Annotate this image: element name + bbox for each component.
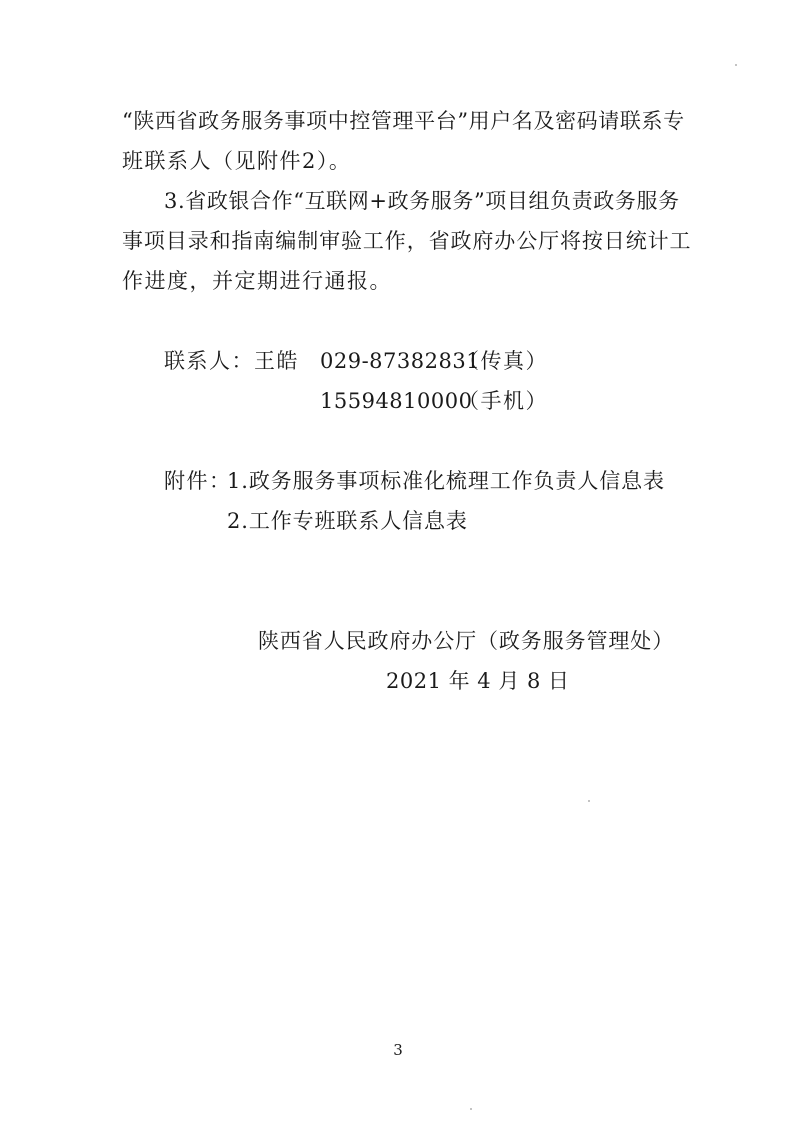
scan-speck [470, 1108, 472, 1110]
body-paragraph-2-line-3: 作进度，并定期进行通报。 [122, 269, 392, 293]
contact-phone-note: （传真） [458, 349, 548, 373]
contact-label: 联系人：王皓 [164, 349, 299, 373]
body-paragraph-1-line-1: “陕西省政务服务事项中控管理平台”用户名及密码请联系专 [122, 109, 685, 133]
attachment-item-1: 1.政务服务事项标准化梳理工作负责人信息表 [227, 469, 665, 493]
contact-mobile: 15594810000 [320, 389, 473, 413]
contact-phone: 029-87382831 [320, 349, 481, 373]
body-paragraph-2-line-2: 事项目录和指南编制审验工作，省政府办公厅将按日统计工 [122, 229, 692, 253]
body-paragraph-1-line-2: 班联系人（见附件2）。 [122, 149, 352, 173]
page-number: 3 [393, 1041, 403, 1059]
scan-speck [735, 64, 737, 66]
attachment-item-2: 2.工作专班联系人信息表 [227, 509, 468, 533]
contact-mobile-note: （手机） [458, 389, 548, 413]
body-paragraph-2-line-1: 3.省政银合作“互联网+政务服务”项目组负责政务服务 [164, 189, 680, 213]
signature-date: 2021 年 4 月 8 日 [386, 669, 570, 693]
attachments-label: 附件： [164, 469, 232, 493]
signature-organization: 陕西省人民政府办公厅（政务服务管理处） [258, 629, 675, 653]
scan-speck [588, 800, 590, 802]
